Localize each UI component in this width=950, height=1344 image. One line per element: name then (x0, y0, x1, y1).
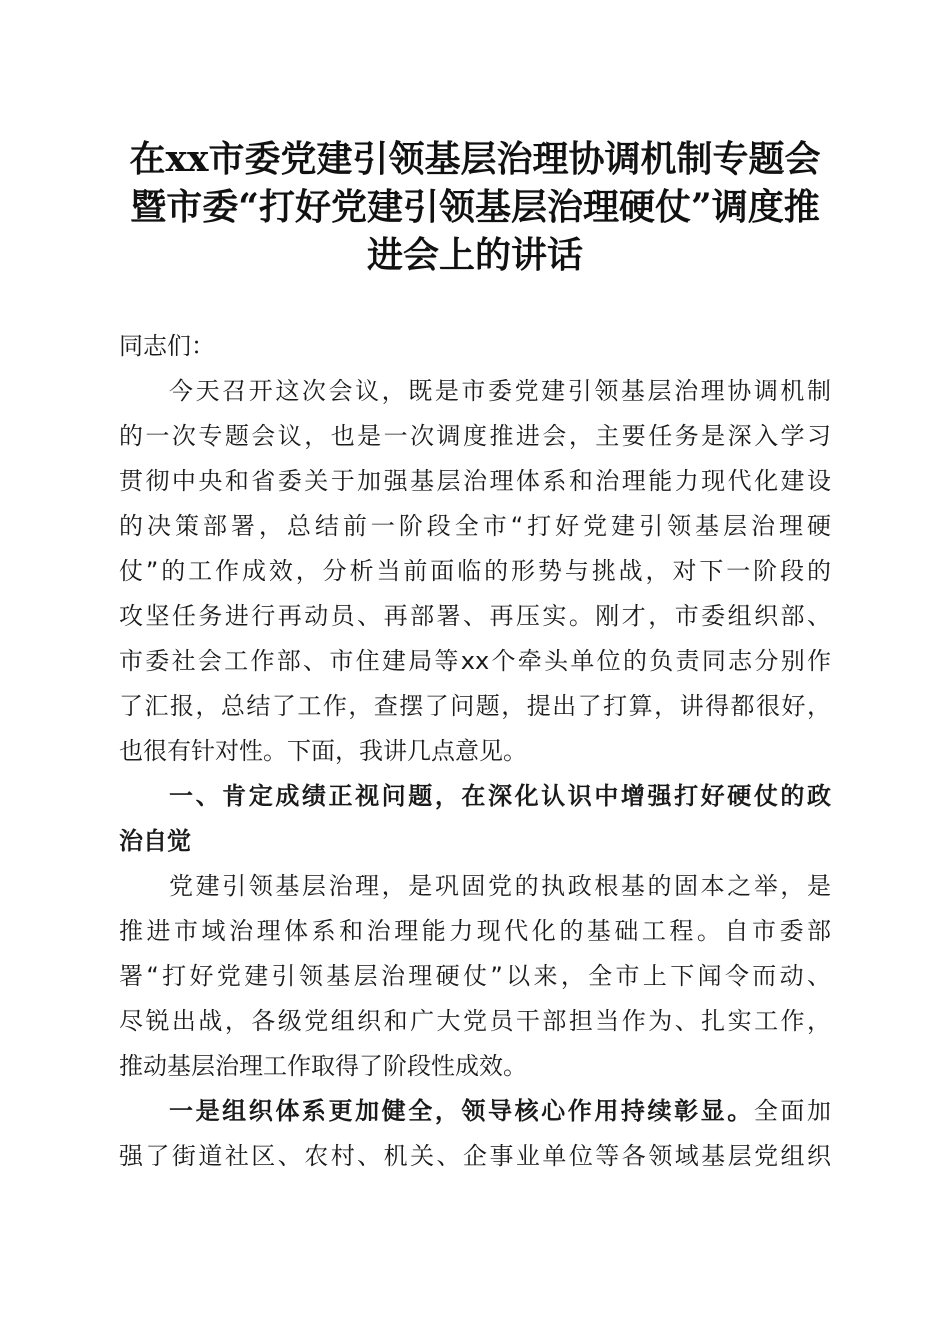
text-continuation: 全面加 (753, 1097, 831, 1125)
title-line-2: 暨市委“打好党建引领基层治理硬仗”调度推 (130, 186, 820, 228)
salutation: 同志们： (119, 332, 215, 360)
document-title (110, 135, 840, 279)
text-line: 推动基层治理工作取得了阶段性成效。 (119, 1052, 527, 1080)
paragraph-opening (119, 369, 831, 774)
text-line: 强了街道社区、农村、机关、企事业单位等各领域基层党组织 (119, 1142, 831, 1170)
document-body (119, 324, 831, 1179)
title-line-1: 在xx市委党建引领基层治理协调机制专题会 (129, 138, 821, 180)
section-heading-1 (119, 774, 831, 864)
text-line (119, 1089, 831, 1134)
heading-line: 一、肯定成绩正视问题，在深化认识中增强打好硬仗的政 (169, 782, 831, 810)
paragraph-organization (119, 1089, 831, 1179)
lead-sentence: 一是组织体系更加健全，领导核心作用持续彰显。 (169, 1097, 754, 1125)
text-line: 了汇报，总结了工作，查摆了问题，提出了打算，讲得都很好， (119, 692, 831, 720)
text-line: 的决策部署，总结前一阶段全市“打好党建引领基层治理硬 (119, 512, 831, 540)
text-line: 也很有针对性。下面，我讲几点意见。 (119, 737, 527, 765)
text-line: 仗”的工作成效，分析当前面临的形势与挑战，对下一阶段的 (119, 557, 831, 585)
text-line: 今天召开这次会议，既是市委党建引领基层治理协调机制 (169, 377, 831, 405)
text-line: 的一次专题会议，也是一次调度推进会，主要任务是深入学习 (119, 422, 831, 450)
heading-line: 治自觉 (119, 827, 191, 855)
paragraph-achievements (119, 864, 831, 1089)
text-line: 市委社会工作部、市住建局等xx个牵头单位的负责同志分别作 (119, 647, 831, 675)
title-line-3: 进会上的讲话 (366, 234, 583, 276)
text-line: 尽锐出战，各级党组织和广大党员干部担当作为、扎实工作， (119, 1007, 831, 1035)
text-line: 攻坚任务进行再动员、再部署、再压实。刚才，市委组织部、 (119, 602, 831, 630)
text-line: 党建引领基层治理，是巩固党的执政根基的固本之举，是 (169, 872, 831, 900)
text-line: 推进市域治理体系和治理能力现代化的基础工程。自市委部 (119, 917, 831, 945)
text-line: 署“打好党建引领基层治理硬仗”以来，全市上下闻令而动、 (119, 962, 831, 990)
text-line: 贯彻中央和省委关于加强基层治理体系和治理能力现代化建设 (119, 467, 831, 495)
